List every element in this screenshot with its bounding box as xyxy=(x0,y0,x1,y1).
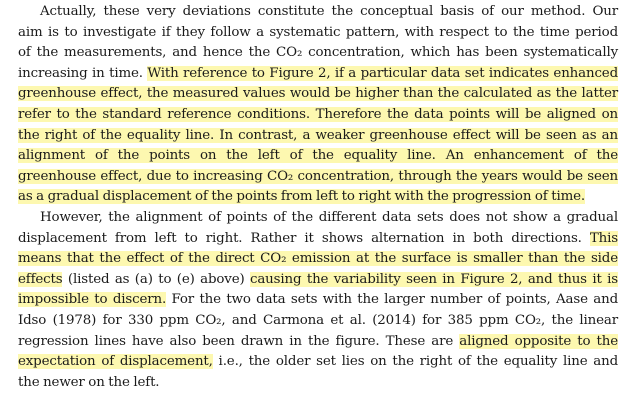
text-run: Actually, these very deviations constitute the conceptual basis of our method. Our xyxy=(40,4,618,19)
text-line xyxy=(18,290,618,311)
highlighted-text: as a gradual displacement of the points from left to right with the progression of time. xyxy=(18,189,586,205)
highlighted-text: greenhouse effect, the measured values would be higher than the calculated as the latter xyxy=(18,86,618,102)
text-line xyxy=(18,126,618,147)
highlighted-text: effects xyxy=(18,271,63,287)
highlighted-text: impossible to discern. xyxy=(18,292,167,308)
text-run: of the measurements, and hence the CO₂ concentration, which has been systematically xyxy=(18,45,618,61)
text-run: i.e., the older set lies on the right of the equality line and xyxy=(212,354,618,370)
highlighted-text: expectation of displacement, xyxy=(18,354,213,370)
text-line xyxy=(18,229,618,250)
text-line xyxy=(18,208,618,229)
highlighted-text: refer to the standard reference conditions. Therefore the data points will be aligned on xyxy=(18,106,618,122)
text-line xyxy=(18,270,618,291)
text-line xyxy=(18,352,618,373)
highlighted-text: the right of the equality line. In contrast, a weaker greenhouse effect will be seen as an xyxy=(18,127,618,143)
text-run: increasing in time. xyxy=(18,65,148,81)
text-line xyxy=(18,23,618,44)
text-run: aim is to investigate if they follow a systematic pattern, with respect to the time period xyxy=(18,24,618,40)
highlighted-text: means that the effect of the direct CO₂ emission at the surface is smaller than the side xyxy=(18,251,618,267)
text-line xyxy=(18,2,618,23)
paragraph-2 xyxy=(18,208,618,393)
text-run: regression lines have also been drawn in the figure. These are xyxy=(18,333,460,349)
text-run: Idso (1978) for 330 ppm CO₂, and Carmona et al. (2014) for 385 ppm CO₂, the linear xyxy=(18,312,618,328)
text-line xyxy=(18,146,618,167)
text-line xyxy=(18,311,618,332)
text-run: (listed as (a) to (e) above) xyxy=(62,271,250,287)
text-line xyxy=(18,43,618,64)
text-run: the newer on the left. xyxy=(18,374,160,390)
text-run: For the two data sets with the larger number of points, Aase and xyxy=(166,292,618,308)
highlighted-text: This xyxy=(589,230,618,246)
text-line xyxy=(18,249,618,270)
text-run: However, the alignment of points of the different data sets does not show a gradual xyxy=(40,209,618,225)
text-line xyxy=(18,187,618,208)
highlighted-text: causing the variability seen in Figure 2, and thus it is xyxy=(250,271,618,287)
highlighted-text: With reference to Figure 2, if a particular data set indicates enhanced xyxy=(147,65,618,81)
text-run: displacement from left to right. Rather it shows alternation in both directions. xyxy=(18,230,590,246)
text-line xyxy=(18,84,618,105)
highlighted-text: aligned opposite to the xyxy=(459,333,618,349)
text-line xyxy=(18,64,618,85)
text-line xyxy=(18,332,618,353)
text-line xyxy=(18,105,618,126)
text-line xyxy=(18,373,618,394)
highlighted-text: alignment of the points on the left of the equality line. An enhancement of the xyxy=(18,148,618,164)
text-line xyxy=(18,167,618,188)
paragraph-1 xyxy=(18,2,618,208)
highlighted-text: greenhouse effect, due to increasing CO₂ concentration, through the years would be seen xyxy=(18,168,618,184)
